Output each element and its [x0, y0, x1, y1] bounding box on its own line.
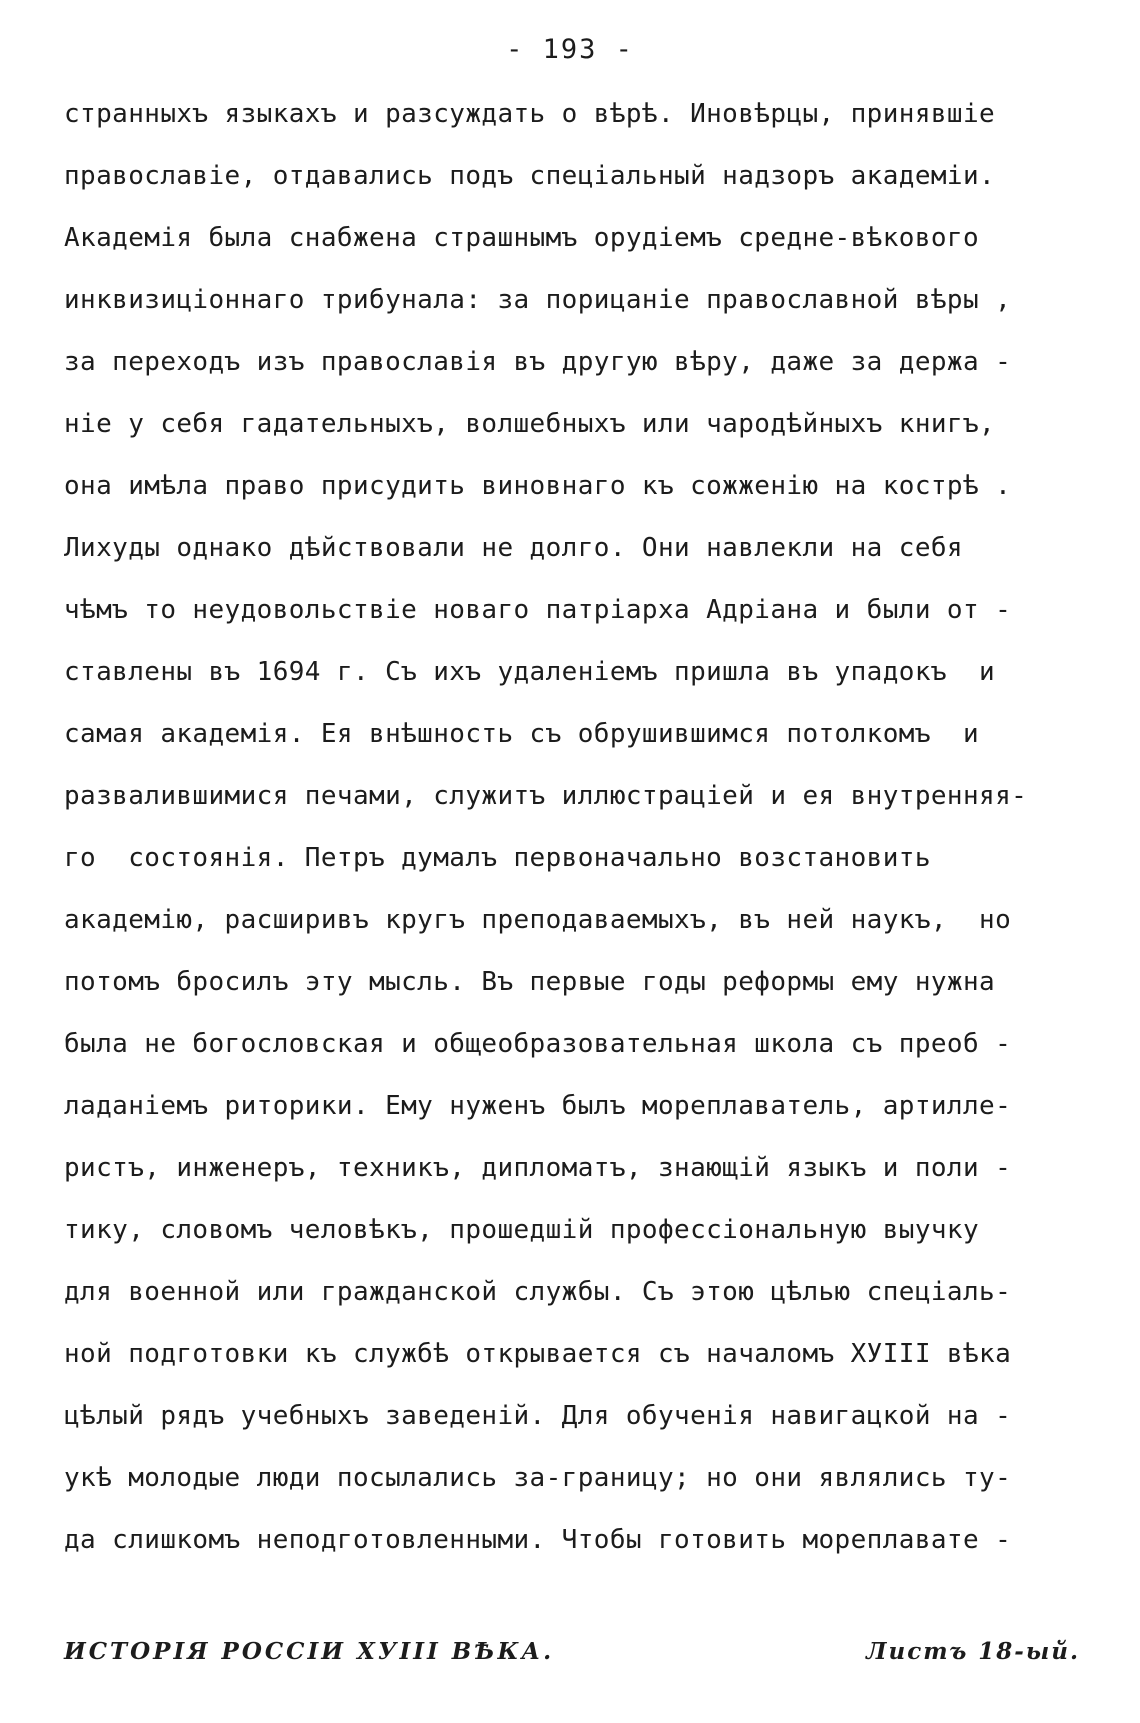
text-line: потомъ бросилъ эту мысль. Въ первые годы реформы ему нужна	[64, 967, 996, 997]
text-line: инквизиціоннаго трибунала: за порицаніе православной вѣры ,	[64, 285, 1012, 315]
text-line: цѣлый рядъ учебныхъ заведеній. Для обученія навигацкой на -	[64, 1401, 1012, 1431]
text-line: Академія была снабжена страшнымъ орудіемъ средне-вѣкового	[64, 223, 980, 253]
text-line: академію, расширивъ кругъ преподаваемыхъ, въ ней наукъ, но	[64, 905, 1012, 935]
text-line: ристъ, инженеръ, техникъ, дипломатъ, знающій языкъ и поли -	[64, 1153, 1012, 1183]
text-line: развалившимися печами, служитъ иллюстраціей и ея внутренняя-	[64, 781, 1028, 811]
text-line: для военной или гражданской службы. Съ этою цѣлью спеціаль-	[64, 1277, 1012, 1307]
footer-sheet-number: Листъ 18-ый.	[866, 1638, 1080, 1665]
text-line: го состоянія. Петръ думалъ первоначально возстановить	[64, 843, 931, 873]
text-line: чѣмъ то неудовольствіе новаго патріарха Адріана и были от -	[64, 595, 1012, 625]
text-line: тику, словомъ человѣкъ, прошедшій профессіональную выучку	[64, 1215, 980, 1245]
body-text	[64, 92, 1084, 1580]
page-number: - 193 -	[506, 34, 634, 65]
text-line: да слишкомъ неподготовленными. Чтобы готовить мореплавате -	[64, 1525, 1012, 1555]
text-line: Лихуды однако дѣйствовали не долго. Они навлекли на себя	[64, 533, 963, 563]
text-line: самая академія. Ея внѣшность съ обрушившимся потолкомъ и	[64, 719, 980, 749]
text-line: была не богословская и общеобразовательная школа съ преоб -	[64, 1029, 1012, 1059]
text-line: православіе, отдавались подъ спеціальный надзоръ академіи.	[64, 161, 996, 191]
text-line: за переходъ изъ православія въ другую вѣру, даже за держа -	[64, 347, 1012, 377]
footer-title: ИСТОРІЯ РОССІИ XУIII ВѢКА.	[64, 1638, 555, 1665]
text-line: ной подготовки къ службѣ открывается съ началомъ XУIII вѣка	[64, 1339, 1012, 1369]
text-line: ставлены въ 1694 г. Съ ихъ удаленіемъ пришла въ упадокъ и	[64, 657, 996, 687]
text-line: укѣ молодые люди посылались за-границу; но они являлись ту-	[64, 1463, 1012, 1493]
text-line: странныхъ языкахъ и разсуждать о вѣрѣ. Иновѣрцы, принявшіе	[64, 99, 996, 129]
text-line: она имѣла право присудить виновнаго къ сожженію на кострѣ .	[64, 471, 1012, 501]
text-line: ніе у себя гадательныхъ, волшебныхъ или чародѣйныхъ книгъ,	[64, 409, 996, 439]
text-line: ладаніемъ риторики. Ему нуженъ былъ мореплаватель, артилле-	[64, 1091, 1012, 1121]
